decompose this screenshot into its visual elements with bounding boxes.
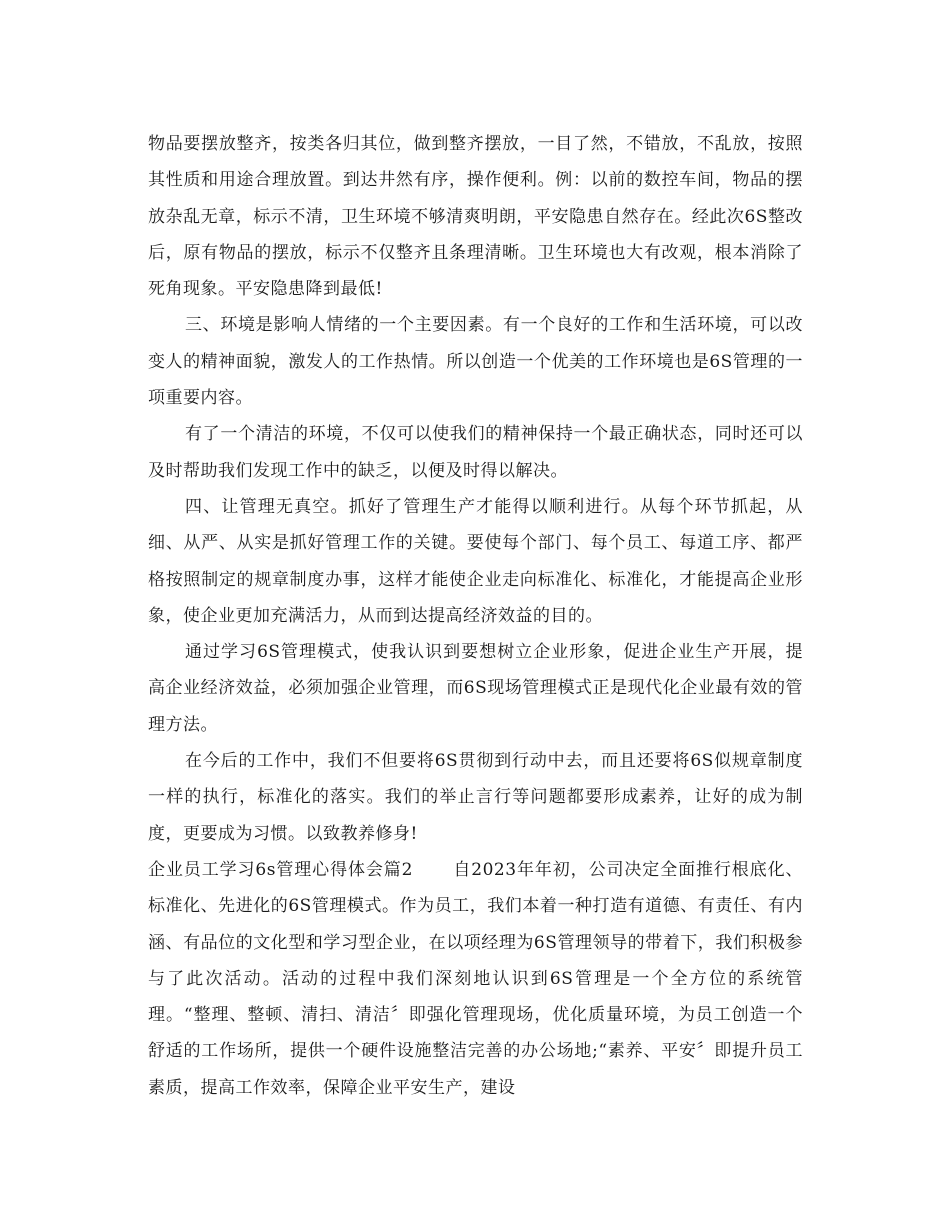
section-title: 企业员工学习6s管理心得体会篇2 bbox=[148, 859, 413, 880]
section-paragraph bbox=[148, 852, 803, 1106]
paragraph-4: 四、让管理无真空。抓好了管理生产才能得以顺利进行。从每个环节抓起，从细、从严、从实是抓好管理工作的关键。要使每个部门、每个员工、每道工序、都严格按照制定的规章制度办事，这样才能使企业走向标准化、标准化，才能提高企业形象，使企业更加充满活力，从而到达提高经济效益的目的。 bbox=[148, 496, 803, 626]
paragraph-6: 在今后的工作中，我们不但要将6S贯彻到行动中去，而且还要将6S似规章制度一样的执行，标准化的落实。我们的举止言行等问题都要形成素养，让好的成为制度，更要成为习惯。以致教养修身! bbox=[148, 751, 803, 844]
paragraph-5: 通过学习6S管理模式，使我认识到要想树立企业形象，促进企业生产开展，提高企业经济效益，必须加强企业管理，而6S现场管理模式正是现代化企业最有效的管理方法。 bbox=[148, 642, 803, 735]
paragraph-3: 有了一个清洁的环境，不仅可以使我们的精神保持一个最正确状态，同时还可以及时帮助我们发现工作中的缺乏，以便及时得以解决。 bbox=[148, 424, 803, 481]
paragraph-1: 物品要摆放整齐，按类各归其位，做到整齐摆放，一目了然，不错放，不乱放，按照其性质和用途合理放置。到达井然有序，操作便利。例：以前的数控车间，物品的摆放杂乱无章，标示不清，卫生环境不够清爽明朗，平安隐患自然存在。经此次6S整改后，原有物品的摆放，标示不仅整齐且条理清晰。卫生环境也大有改观，根本消除了死角现象。平安隐患降到最低! bbox=[148, 134, 803, 300]
section-text: 自2023年年初，公司决定全面推行根底化、标准化、先进化的6S管理模式。作为员工，我们本着一种打造有道德、有责任、有内涵、有品位的文化型和学习型企业，在以项经理为6S管理领导的带着下，我们积极参与了此次活动。活动的过程中我们深刻地认识到6S管理是一个全方位的系统管理。“整理、整顿、清扫、清洁〞即强化管理现场，优化质量环境，为员工创造一个舒适的工作场所，提供一个硬件设施整洁完善的办公场地;“素养、平安〞即提升员工素质，提高工作效率，保障企业平安生产，建设 bbox=[148, 859, 804, 1098]
paragraph-2: 三、环境是影响人情绪的一个主要因素。有一个良好的工作和生活环境，可以改变人的精神面貌，激发人的工作热情。所以创造一个优美的工作环境也是6S管理的一项重要内容。 bbox=[148, 315, 803, 409]
document-body bbox=[148, 126, 803, 1106]
